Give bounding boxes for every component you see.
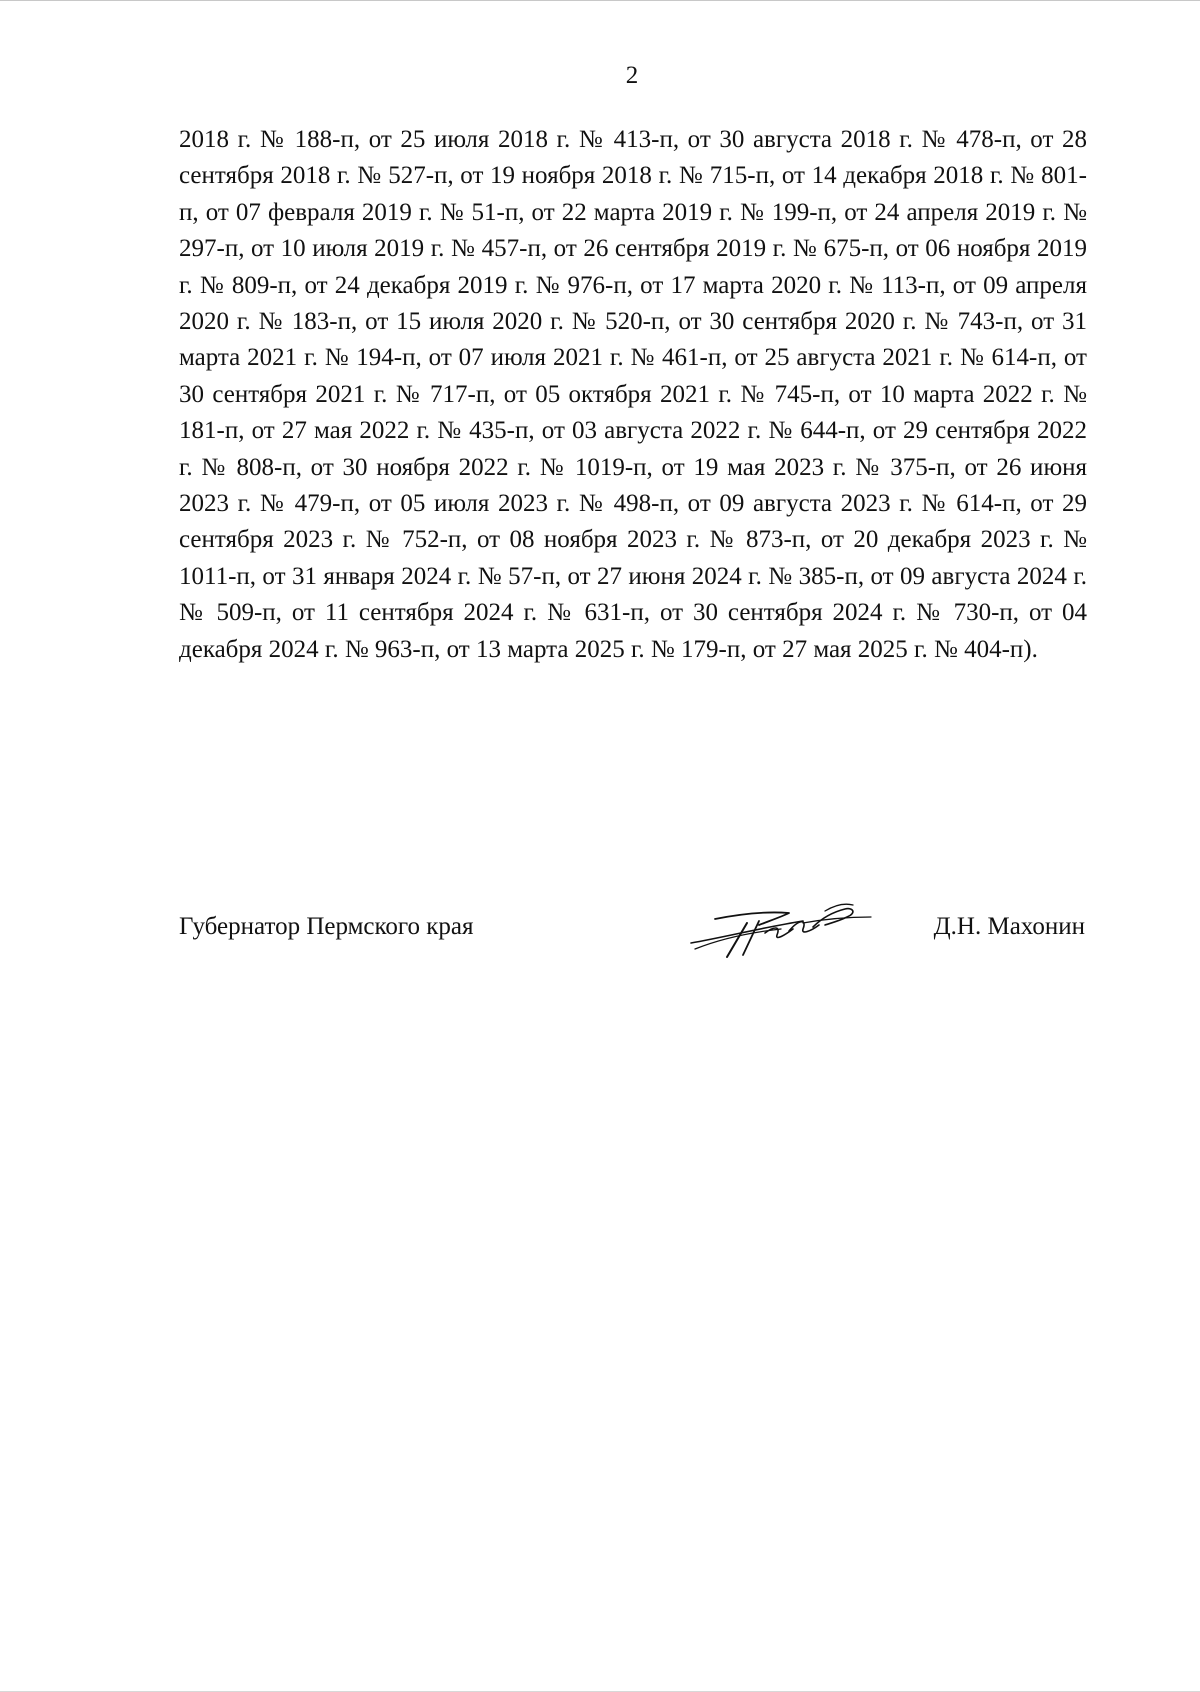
position-title: Губернатор Пермского края (179, 913, 474, 940)
page-number: 2 (625, 62, 639, 89)
signature-block (179, 905, 1087, 965)
page-top-edge (0, 0, 1200, 1)
signer-name: Д.Н. Махонин (933, 913, 1085, 940)
body-paragraph: 2018 г. № 188-п, от 25 июля 2018 г. № 413-п, от 30 августа 2018 г. № 478-п, от 28 сентября 2018 г. № 527-п, от 19 ноября 2018 г. № 715-п, от 14 декабря 2018 г. № 801-п, от 07 февраля 2019 г. № 51-п, от 22 марта 2019 г. № 199-п, от 24 апреля 2019 г. № 297-п, от 10 июля 2019 г. № 457-п, от 26 сентября 2019 г. № 675-п, от 06 ноября 2019 г. № 809-п, от 24 декабря 2019 г. № 976-п, от 17 марта 2020 г. № 113-п, от 09 апреля 2020 г. № 183-п, от 15 июля 2020 г. № 520-п, от 30 сентября 2020 г. № 743-п, от 31 марта 2021 г. № 194-п, от 07 июля 2021 г. № 461-п, от 25 августа 2021 г. № 614-п, от 30 сентября 2021 г. № 717-п, от 05 октября 2021 г. № 745-п, от 10 марта 2022 г. № 181-п, от 27 мая 2022 г. № 435-п, от 03 августа 2022 г. № 644-п, от 29 сентября 2022 г. № 808-п, от 30 ноября 2022 г. № 1019-п, от 19 мая 2023 г. № 375-п, от 26 июня 2023 г. № 479-п, от 05 июля 2023 г. № 498-п, от 09 августа 2023 г. № 614-п, от 29 сентября 2023 г. № 752-п, от 08 ноября 2023 г. № 873-п, от 20 декабря 2023 г. № 1011-п, от 31 января 2024 г. № 57-п, от 27 июня 2024 г. № 385-п, от 09 августа 2024 г. № 509-п, от 11 сентября 2024 г. № 631-п, от 30 сентября 2024 г. № 730-п, от 04 декабря 2024 г. № 963-п, от 13 марта 2025 г. № 179-п, от 27 мая 2025 г. № 404-п). (179, 126, 1087, 663)
handwritten-signature-icon (685, 897, 875, 961)
